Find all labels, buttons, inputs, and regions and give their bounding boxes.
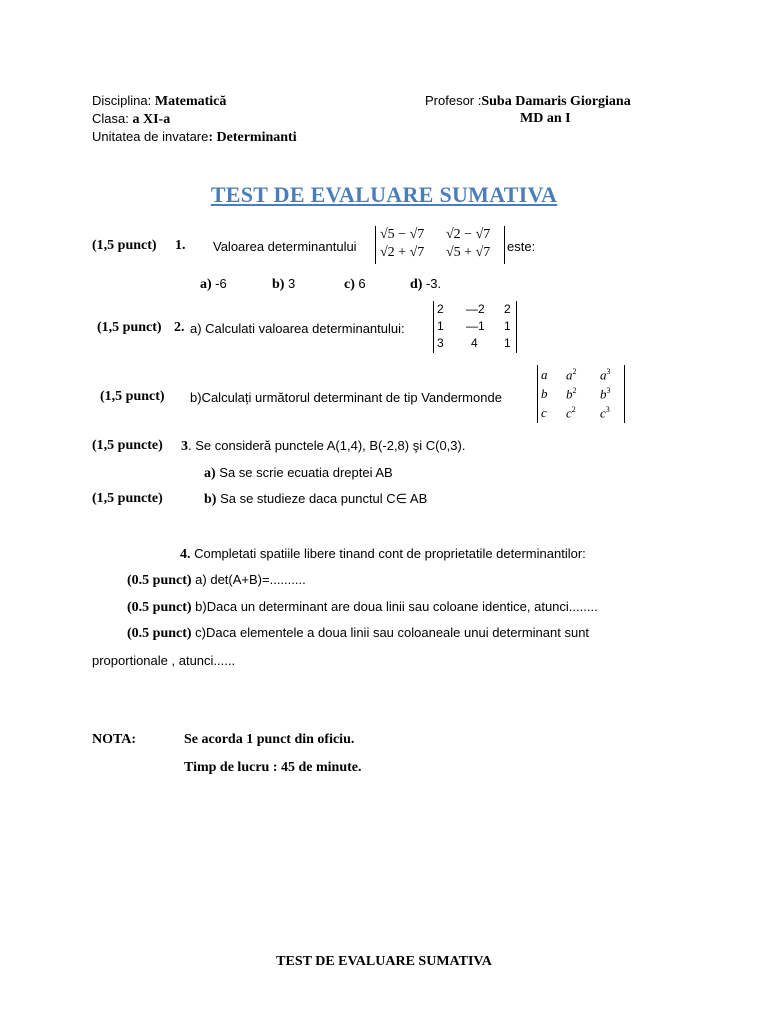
q2-cell-23: 1 — [504, 319, 511, 333]
q4b-line — [127, 599, 598, 616]
clasa-value: a XI-a — [132, 112, 171, 127]
q1-after: este: — [507, 239, 536, 254]
q2b-cell-33 — [600, 405, 610, 421]
q2b-exp-32: 2 — [571, 405, 576, 414]
footer-title: TEST DE EVALUARE SUMATIVA — [276, 954, 492, 969]
q4c-line — [127, 625, 589, 642]
q4c-text: c)Daca elementele a doua linii sau coloaneale unui determinant sunt — [191, 625, 590, 640]
q2-points: (1,5 punct) — [97, 320, 162, 335]
page-title: TEST DE EVALUARE SUMATIVA — [210, 182, 558, 207]
q2b-points: (1,5 punct) — [100, 389, 165, 404]
q2b-determinant — [537, 365, 625, 423]
q2b-exp-23: 3 — [606, 386, 611, 395]
profesor-line — [425, 93, 631, 110]
q2-cell-13: 2 — [504, 302, 511, 316]
q2b-cell-22 — [566, 386, 577, 402]
md-label: MD an I — [520, 111, 571, 126]
q3-text: . Se consideră punctele A(1,4), B(-2,8) şi C(0,3). — [188, 438, 466, 453]
disciplina-label: Disciplina: — [92, 93, 155, 108]
q2-cell-21: 1 — [437, 319, 444, 333]
q2-cell-32: 4 — [471, 336, 478, 350]
q2-cell-33: 1 — [504, 336, 511, 350]
q2b-exp-22: 2 — [572, 386, 577, 395]
q1-cell-21: √2 + √7 — [380, 245, 425, 260]
q4-text: Completati spatiile libere tinand cont de proprietatile determinantilor: — [190, 546, 586, 561]
q3-line — [181, 438, 465, 455]
q1-option-c — [344, 276, 366, 293]
q1-number: 1. — [175, 238, 186, 253]
q1-option-d — [410, 276, 441, 293]
q3b-label: b) — [204, 492, 217, 507]
q2b-cell-32 — [566, 405, 576, 421]
unitatea-value: : Determinanti — [208, 130, 297, 145]
q1-option-b-value: 3 — [287, 276, 296, 291]
q1-cell-12: √2 − √7 — [446, 227, 491, 242]
q3a-text: Sa se scrie ecuatia dreptei AB — [215, 465, 393, 480]
q2b-exp-12: 2 — [572, 367, 577, 376]
q1-determinant — [375, 226, 505, 264]
q3b-points: (1,5 puncte) — [92, 491, 163, 506]
q3a-line — [204, 465, 393, 482]
q1-option-d-label: d) — [410, 277, 423, 292]
q1-option-b-label: b) — [272, 277, 285, 292]
q3-points: (1,5 puncte) — [92, 438, 163, 453]
nota-line1: Se acorda 1 punct din oficiu. — [184, 732, 355, 747]
q4c-continuation: proportionale , atunci...... — [92, 653, 236, 668]
q3b-line — [204, 491, 427, 508]
q2b-cell-11: a — [541, 367, 548, 382]
q1-points: (1,5 punct) — [92, 238, 157, 253]
q2-text: a) Calculati valoarea determinantului: — [190, 321, 405, 336]
unitatea-label: Unitatea de invatare — [92, 129, 209, 144]
q4b-text: b)Daca un determinant are doua linii sau coloane identice, atunci........ — [191, 599, 598, 614]
q2-cell-12: —2 — [466, 302, 485, 316]
profesor-value: Suba Damaris Giorgiana — [481, 94, 631, 109]
q2b-exp-33: 3 — [605, 405, 610, 414]
clasa-label: Clasa: — [92, 111, 133, 126]
q2b-cell-13-base: a — [600, 367, 607, 383]
q1-option-a — [200, 276, 227, 293]
q2-cell-22: —1 — [466, 319, 485, 333]
q1-option-c-value: 6 — [358, 276, 366, 291]
q3b-text: Sa se studieze daca punctul C∈ AB — [216, 491, 428, 506]
nota-line2: Timp de lucru : 45 de minute. — [184, 760, 362, 775]
q4a-text: a) det(A+B)=.......... — [191, 572, 306, 587]
q4-line — [180, 546, 586, 563]
q3a-label: a) — [204, 466, 216, 481]
q2b-cell-13 — [600, 367, 611, 383]
disciplina-value: Matematică — [154, 94, 227, 109]
q2-cell-11: 2 — [437, 302, 444, 316]
q2b-cell-21: b — [541, 386, 548, 401]
q2b-cell-23 — [600, 386, 611, 402]
q1-option-a-label: a) — [200, 277, 212, 292]
q4c-points: (0.5 punct) — [127, 626, 192, 641]
q4a-line — [127, 572, 306, 589]
q1-option-b — [272, 276, 295, 293]
q1-text: Valoarea determinantului — [213, 239, 357, 254]
q2-number: 2. — [174, 320, 185, 335]
q2b-cell-22-base: b — [566, 386, 573, 402]
q2-cell-31: 3 — [437, 336, 444, 350]
q2b-cell-12-base: a — [566, 367, 573, 383]
q2b-cell-31: c — [541, 405, 547, 420]
nota-label: NOTA: — [92, 732, 137, 747]
q1-option-d-value: -3. — [425, 276, 442, 291]
q1-option-a-value: -6 — [215, 276, 227, 291]
q4-number: 4. — [180, 547, 191, 562]
q4b-points: (0.5 punct) — [127, 600, 192, 615]
q1-cell-22: √5 + √7 — [446, 245, 491, 260]
q3-number: 3 — [181, 439, 188, 454]
q2b-cell-32-base: c — [566, 405, 572, 421]
unitatea-line — [92, 129, 297, 146]
q2b-text: b)Calculați următorul determinant de tip Vandermonde — [190, 390, 502, 405]
clasa-line — [92, 111, 170, 128]
q2b-cell-33-base: c — [600, 405, 606, 421]
q2b-cell-23-base: b — [600, 386, 607, 402]
q1-option-c-label: c) — [344, 277, 355, 292]
q2b-cell-12 — [566, 367, 577, 383]
q4a-points: (0.5 punct) — [127, 573, 192, 588]
q2-determinant — [433, 301, 517, 353]
profesor-label: Profesor : — [425, 93, 482, 108]
q2b-exp-13: 3 — [606, 367, 611, 376]
q1-cell-11: √5 − √7 — [380, 227, 425, 242]
disciplina-line — [92, 93, 226, 110]
